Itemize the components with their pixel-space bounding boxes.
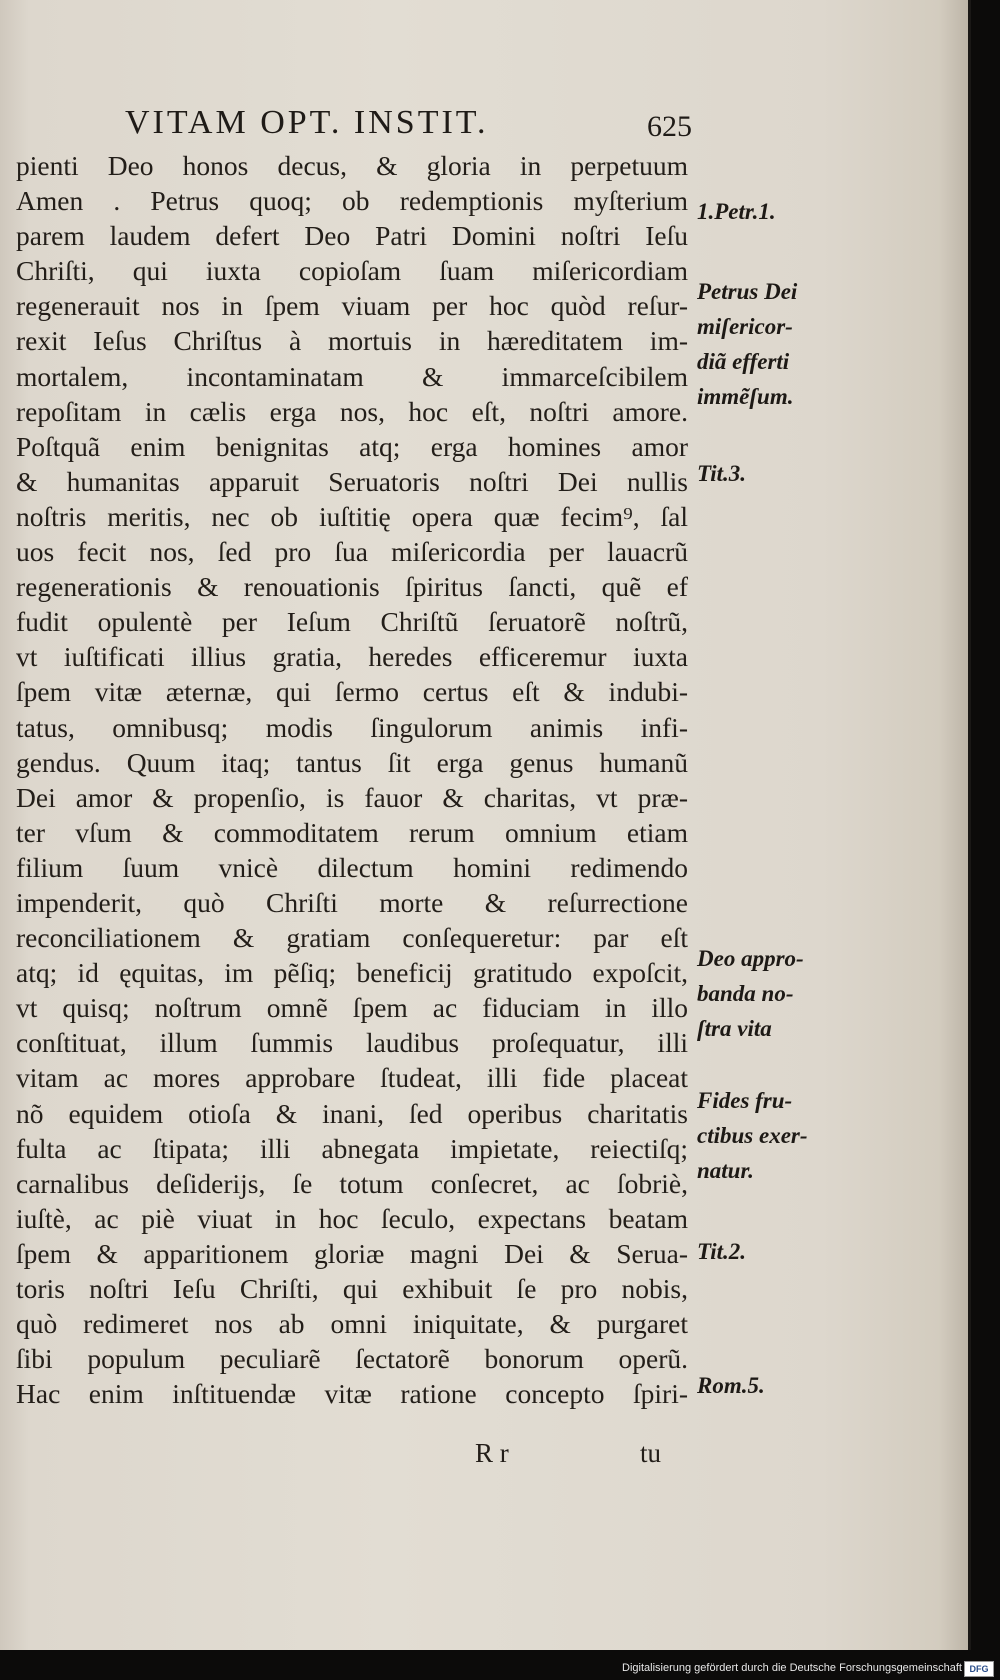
text-line: vt iuſtificati illius gratia, heredes efficeremur iuxta <box>16 641 688 673</box>
margin-note-ref: Tit.2. <box>697 1239 746 1264</box>
text-line: & humanitas apparuit Seruatoris noſtri Dei nullis <box>16 465 688 497</box>
text-line: carnalibus deſiderijs, ſe totum conſecret, ac ſobriè, <box>16 1167 688 1199</box>
text-line: quò redimeret nos ab omni iniquitate, & purgaret <box>16 1308 688 1340</box>
margin-note: ſtra vita <box>697 1016 772 1041</box>
text-line: repoſitam in cælis erga nos, hoc eſt, noſtri amore. <box>16 395 688 427</box>
text-line: regenerauit nos in ſpem viuam per hoc quòd reſur- <box>16 290 688 322</box>
margin-note: immẽſum. <box>697 384 794 409</box>
text-line: filium ſuum vnicè dilectum homini redimendo <box>16 851 688 883</box>
margin-note: ctibus exer- <box>697 1123 808 1148</box>
page-number: 625 <box>647 110 692 143</box>
text-line: vitam ac mores approbare ſtudeat, illi fide placeat <box>16 1062 688 1094</box>
text-line: fulta ac ſtipata; illi abnegata impietate, reiectiſq; <box>16 1132 688 1164</box>
margin-note: miſericor- <box>697 314 793 339</box>
text-line: tatus, omnibusq; modis ſingulorum animis infi- <box>16 711 688 743</box>
text-line: ſibi populum peculiarẽ ſectatorẽ bonorum operũ. <box>16 1343 688 1375</box>
text-line: Chriſti, qui iuxta copioſam ſuam miſericordiam <box>16 255 688 287</box>
text-line: regenerationis & renouationis ſpiritus ſancti, quẽ ef <box>16 571 688 603</box>
text-line: atq; id ęquitas, im pẽſiq; beneficij gratitudo expoſcit, <box>16 957 688 989</box>
text-line: iuſtè, ac piè viuat in hoc ſeculo, expectans beatam <box>16 1202 688 1234</box>
dfg-logo: DFG <box>964 1661 994 1677</box>
text-line: conſtituat, illum ſummis laudibus proſequatur, illi <box>16 1027 688 1059</box>
text-line: ſpem & apparitionem gloriæ magni Dei & Serua- <box>16 1237 688 1269</box>
text-line: Dei amor & propenſio, is fauor & charitas, vt præ- <box>16 781 688 813</box>
margin-note: natur. <box>697 1158 754 1183</box>
text-line: impenderit, quò Chriſti morte & reſurrectione <box>16 886 688 918</box>
body-text <box>16 148 688 1411</box>
margin-note-ref: 1.Petr.1. <box>697 199 776 224</box>
text-line: toris noſtri Ieſu Chriſti, qui exhibuit ſe pro nobis, <box>16 1273 688 1304</box>
text-line: gendus. Quum itaq; tantus ſit erga genus humanũ <box>16 746 688 778</box>
text-line: ter vſum & commoditatem rerum omnium etiam <box>16 816 688 848</box>
text-line: nõ equidem otioſa & inani, ſed operibus charitatis <box>16 1097 688 1129</box>
footer-credit: Digitalisierung gefördert durch die Deutsche Forschungsgemeinschaft <box>622 1662 962 1674</box>
signature-mark: R r <box>475 1438 509 1468</box>
margin-note: Petrus Dei <box>697 279 798 304</box>
margin-note: banda no- <box>697 981 794 1006</box>
margin-note: diã efferti <box>697 349 790 374</box>
margin-note-ref: Rom.5. <box>697 1373 765 1398</box>
text-line: pienti Deo honos decus, & gloria in perpetuum <box>16 150 688 181</box>
text-line: parem laudem defert Deo Patri Domini noſtri Ieſu <box>16 220 688 252</box>
text-line: uos fecit nos, ſed pro ſua miſericordia per lauacrũ <box>16 536 688 568</box>
running-head: VITAM OPT. INSTIT. <box>125 104 489 141</box>
text-line: fudit opulentè per Ieſum Chriſtũ ſeruatorẽ noſtrũ, <box>16 606 688 638</box>
text-line: Poſtquã enim benignitas atq; erga homines amor <box>16 430 688 462</box>
catchword: tu <box>640 1438 662 1468</box>
text-line: Hac enim inſtituendæ vitæ ratione concepto ſpiri- <box>16 1378 688 1410</box>
text-line: rexit Ieſus Chriſtus à mortuis in hæreditatem im- <box>16 325 688 357</box>
margin-note: Deo appro- <box>697 946 804 971</box>
text-line: reconciliationem & gratiam conſequeretur: par eſt <box>16 922 688 954</box>
text-line: vt quisq; noſtrum omnẽ ſpem ac fiduciam in illo <box>16 992 688 1024</box>
text-line: noſtris meritis, nec ob iuſtitię opera quæ fecim⁹, ſal <box>16 500 688 532</box>
margin-note-ref: Tit.3. <box>697 461 746 486</box>
text-line: mortalem, incontaminatam & immarceſcibilem <box>16 360 688 392</box>
margin-note: Fides fru- <box>697 1088 793 1113</box>
text-line: ſpem vitæ æternæ, qui ſermo certus eſt & indubi- <box>16 676 688 708</box>
text-line: Amen . Petrus quoq; ob redemptionis myſterium <box>16 185 688 217</box>
